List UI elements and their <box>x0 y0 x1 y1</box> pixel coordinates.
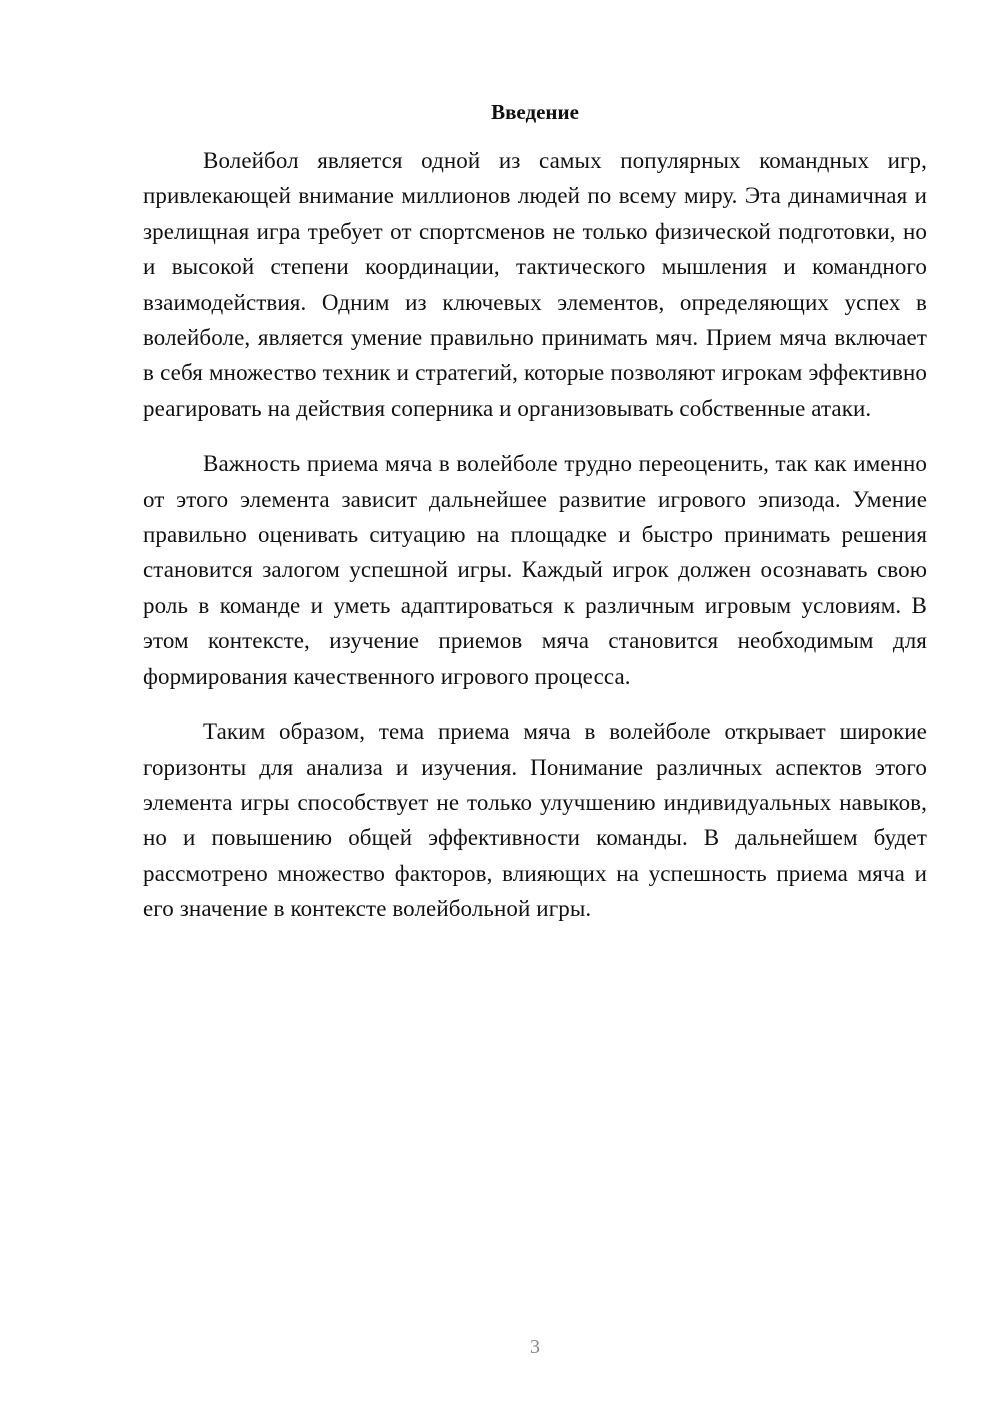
page-title: Введение <box>491 100 579 124</box>
paragraph-2: Важность приема мяча в волейболе трудно переоценить, так как именно от этого элемента зависит дальнейшее развитие игрового эпизода. Умение правильно оценивать ситуацию на площадке и быстро принимать решения становится залогом успешной игры. Каждый игрок должен осознавать свою роль в команде и уметь адаптироваться к различным игровым условиям. В этом контексте, изучение приемов мяча становится необходимым для формирования качественного игрового процесса. <box>143 451 927 689</box>
page-number: 3 <box>530 1336 540 1358</box>
paragraph-1: Волейбол является одной из самых популярных командных игр, привлекающей внимание миллионов людей по всему миру. Эта динамичная и зрелищная игра требует от спортсменов не только физической подготовки, но и высокой степени координации, тактического мышления и командного взаимодействия. Одним из ключевых элементов, определяющих успех в волейболе, является умение правильно принимать мяч. Прием мяча включает в себя множество техник и стратегий, которые позволяют игрокам эффективно реагировать на действия соперника и организовывать собственные атаки. <box>143 148 927 421</box>
paragraph-3: Таким образом, тема приема мяча в волейболе открывает широкие горизонты для анализа и изучения. Понимание различных аспектов этого элемента игры способствует не только улучшению индивидуальных навыков, но и повышению общей эффективности команды. В дальнейшем будет рассмотрено множество факторов, влияющих на успешность приема мяча и его значение в контексте волейбольной игры. <box>143 719 927 922</box>
document-body <box>143 143 927 947</box>
